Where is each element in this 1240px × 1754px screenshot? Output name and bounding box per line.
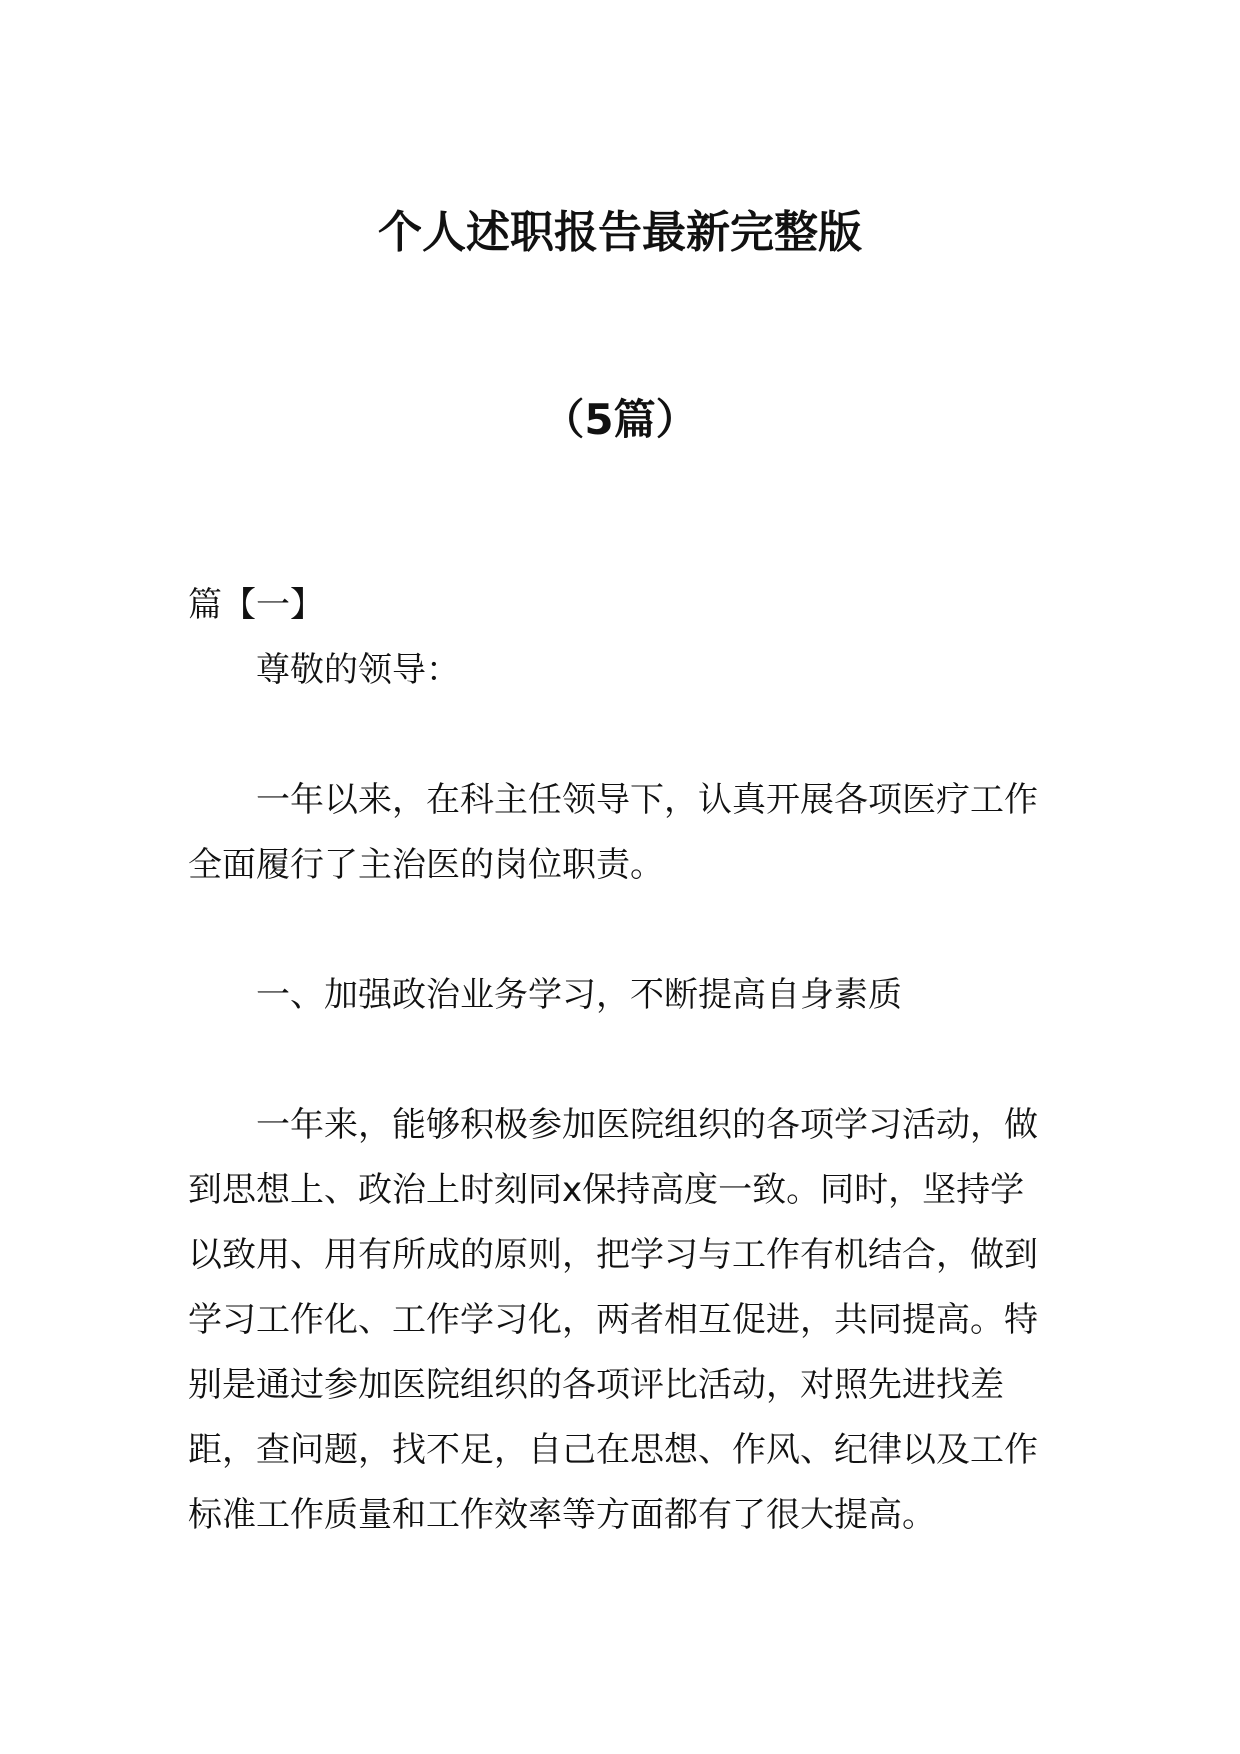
- paragraph-intro: 一年以来，在科主任领导下，认真开展各项医疗工作全面履行了主治医的岗位职责。: [188, 780, 1038, 885]
- section-label: 篇【一】: [188, 585, 324, 625]
- document-subtitle: （5篇）: [542, 395, 698, 444]
- greeting: 尊敬的领导：: [256, 650, 460, 690]
- section-heading: 一、加强政治业务学习，不断提高自身素质: [256, 975, 902, 1015]
- document-title: 个人述职报告最新完整版: [378, 207, 862, 258]
- paragraph-body: 一年来，能够积极参加医院组织的各项学习活动，做到思想上、政治上时刻同x保持高度一致。同时，坚持学以致用、用有所成的原则，把学习与工作有机结合，做到学习工作化、工作学习化，两者相互促进，共同提高。特别是通过参加医院组织的各项评比活动，对照先进找差距，查问题，找不足，自己在思想、作风、纪律以及工作标准工作质量和工作效率等方面都有了很大提高。: [188, 1105, 1038, 1535]
